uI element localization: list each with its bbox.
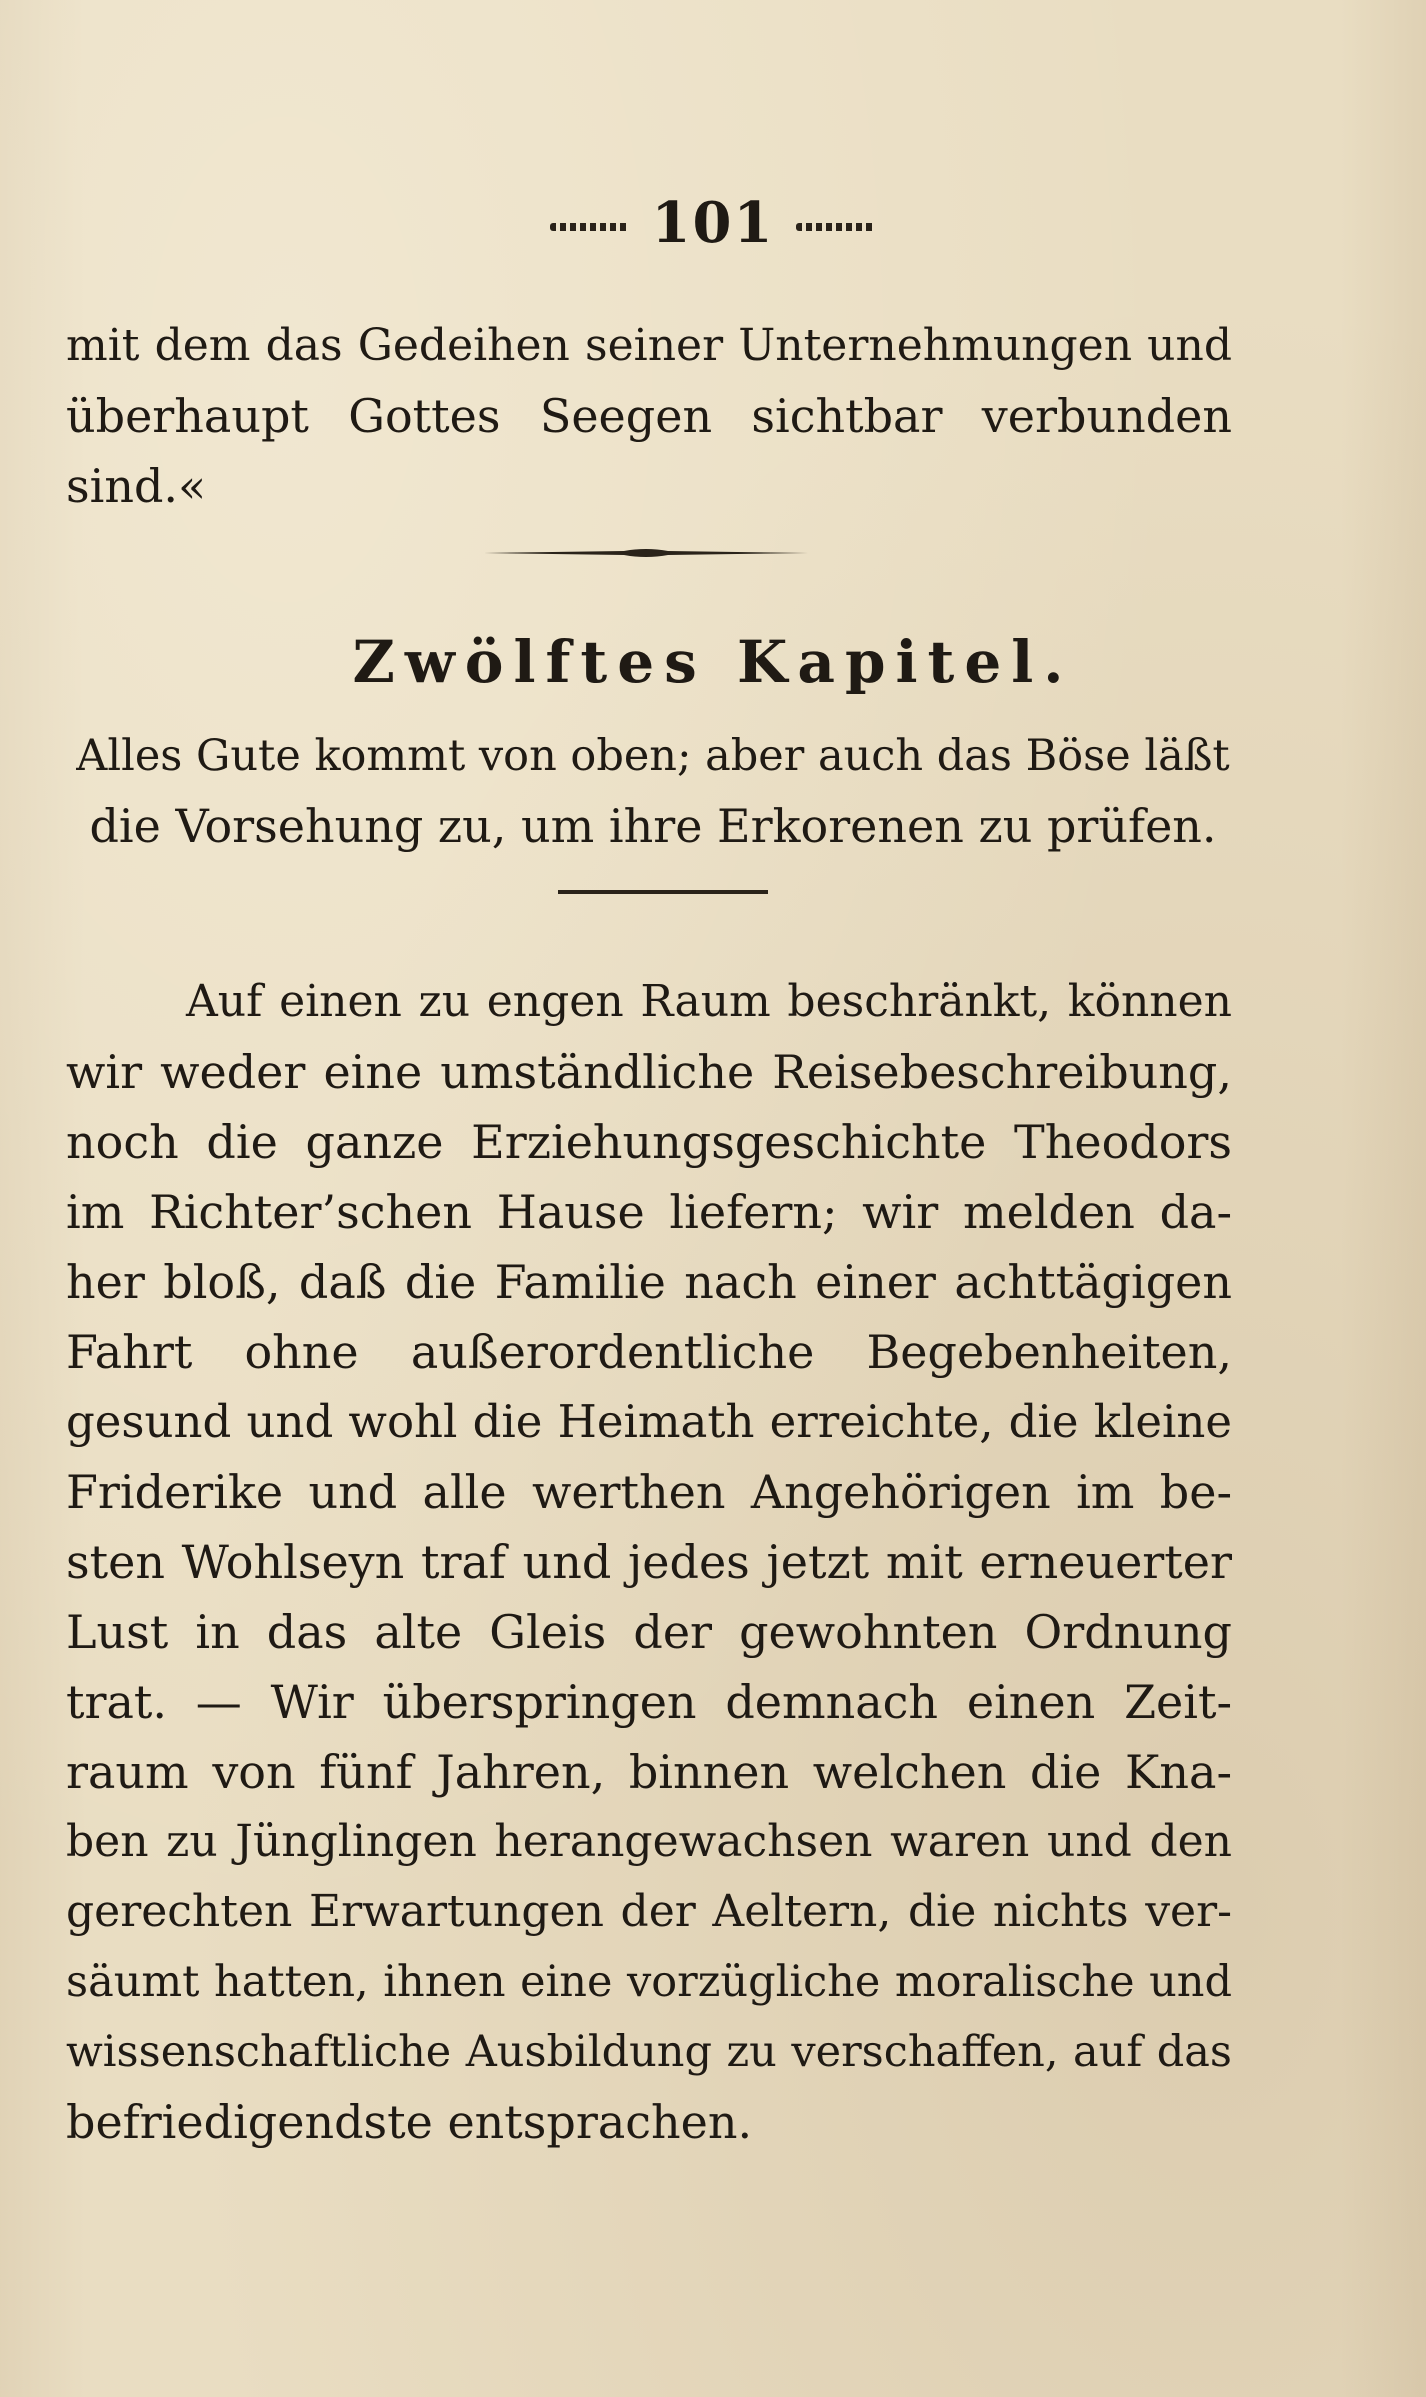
body-line: Lust in das alte Gleis der gewohnten Ordnung <box>66 1605 1232 1659</box>
body-line: ben zu Jünglingen herangewachsen waren und den <box>66 1816 1232 1867</box>
body-line: wissenschaftliche Ausbildung zu verschaffen, auf das <box>66 2027 1232 2077</box>
carryover-line: überhaupt Gottes Seegen sichtbar verbunden <box>66 389 1232 443</box>
motto-line: die Vorsehung zu, um ihre Erkorenen zu prüfen. <box>89 799 1217 853</box>
ornamental-rule <box>484 547 808 559</box>
body-line: gerechten Erwartungen der Aeltern, die nichts ver- <box>66 1886 1232 1937</box>
body-line: Fahrt ohne außerordentliche Begebenheiten, <box>66 1325 1232 1379</box>
chapter-title: Zwölftes Kapitel. <box>352 628 1074 696</box>
header-ornament-right <box>796 223 876 231</box>
page-header <box>0 188 1426 258</box>
carryover-line: mit dem das Gedeihen seiner Unternehmungen und <box>66 320 1232 371</box>
body-line: gesund und wohl die Heimath erreichte, die kleine <box>66 1395 1232 1448</box>
body-line: noch die ganze Erziehungsgeschichte Theodors <box>66 1115 1232 1169</box>
header-ornament-left <box>550 223 630 231</box>
body-line: sten Wohlseyn traf und jedes jetzt mit erneuerter <box>66 1535 1232 1589</box>
body-line: säumt hatten, ihnen eine vorzügliche moralische und <box>66 1957 1232 2007</box>
body-line: raum von fünf Jahren, binnen welchen die Kna- <box>66 1745 1232 1799</box>
body-line: im Richter’schen Hause liefern; wir melden da- <box>66 1185 1232 1239</box>
body-line: befriedigendste entsprachen. <box>66 2095 753 2149</box>
body-line: her bloß, daß die Familie nach einer achttägigen <box>66 1255 1232 1309</box>
page-number: 101 <box>651 190 775 256</box>
body-line: Auf einen zu engen Raum beschränkt, können <box>186 976 1232 1027</box>
section-rule <box>558 890 768 894</box>
body-line: trat. — Wir überspringen demnach einen Zeit- <box>66 1675 1232 1729</box>
motto-line: Alles Gute kommt von oben; aber auch das Böse läßt <box>76 731 1230 781</box>
body-line: wir weder eine umständliche Reisebeschreibung, <box>66 1045 1232 1099</box>
carryover-line: sind.« <box>66 459 207 513</box>
body-line: Friderike und alle werthen Angehörigen im be- <box>66 1465 1232 1519</box>
